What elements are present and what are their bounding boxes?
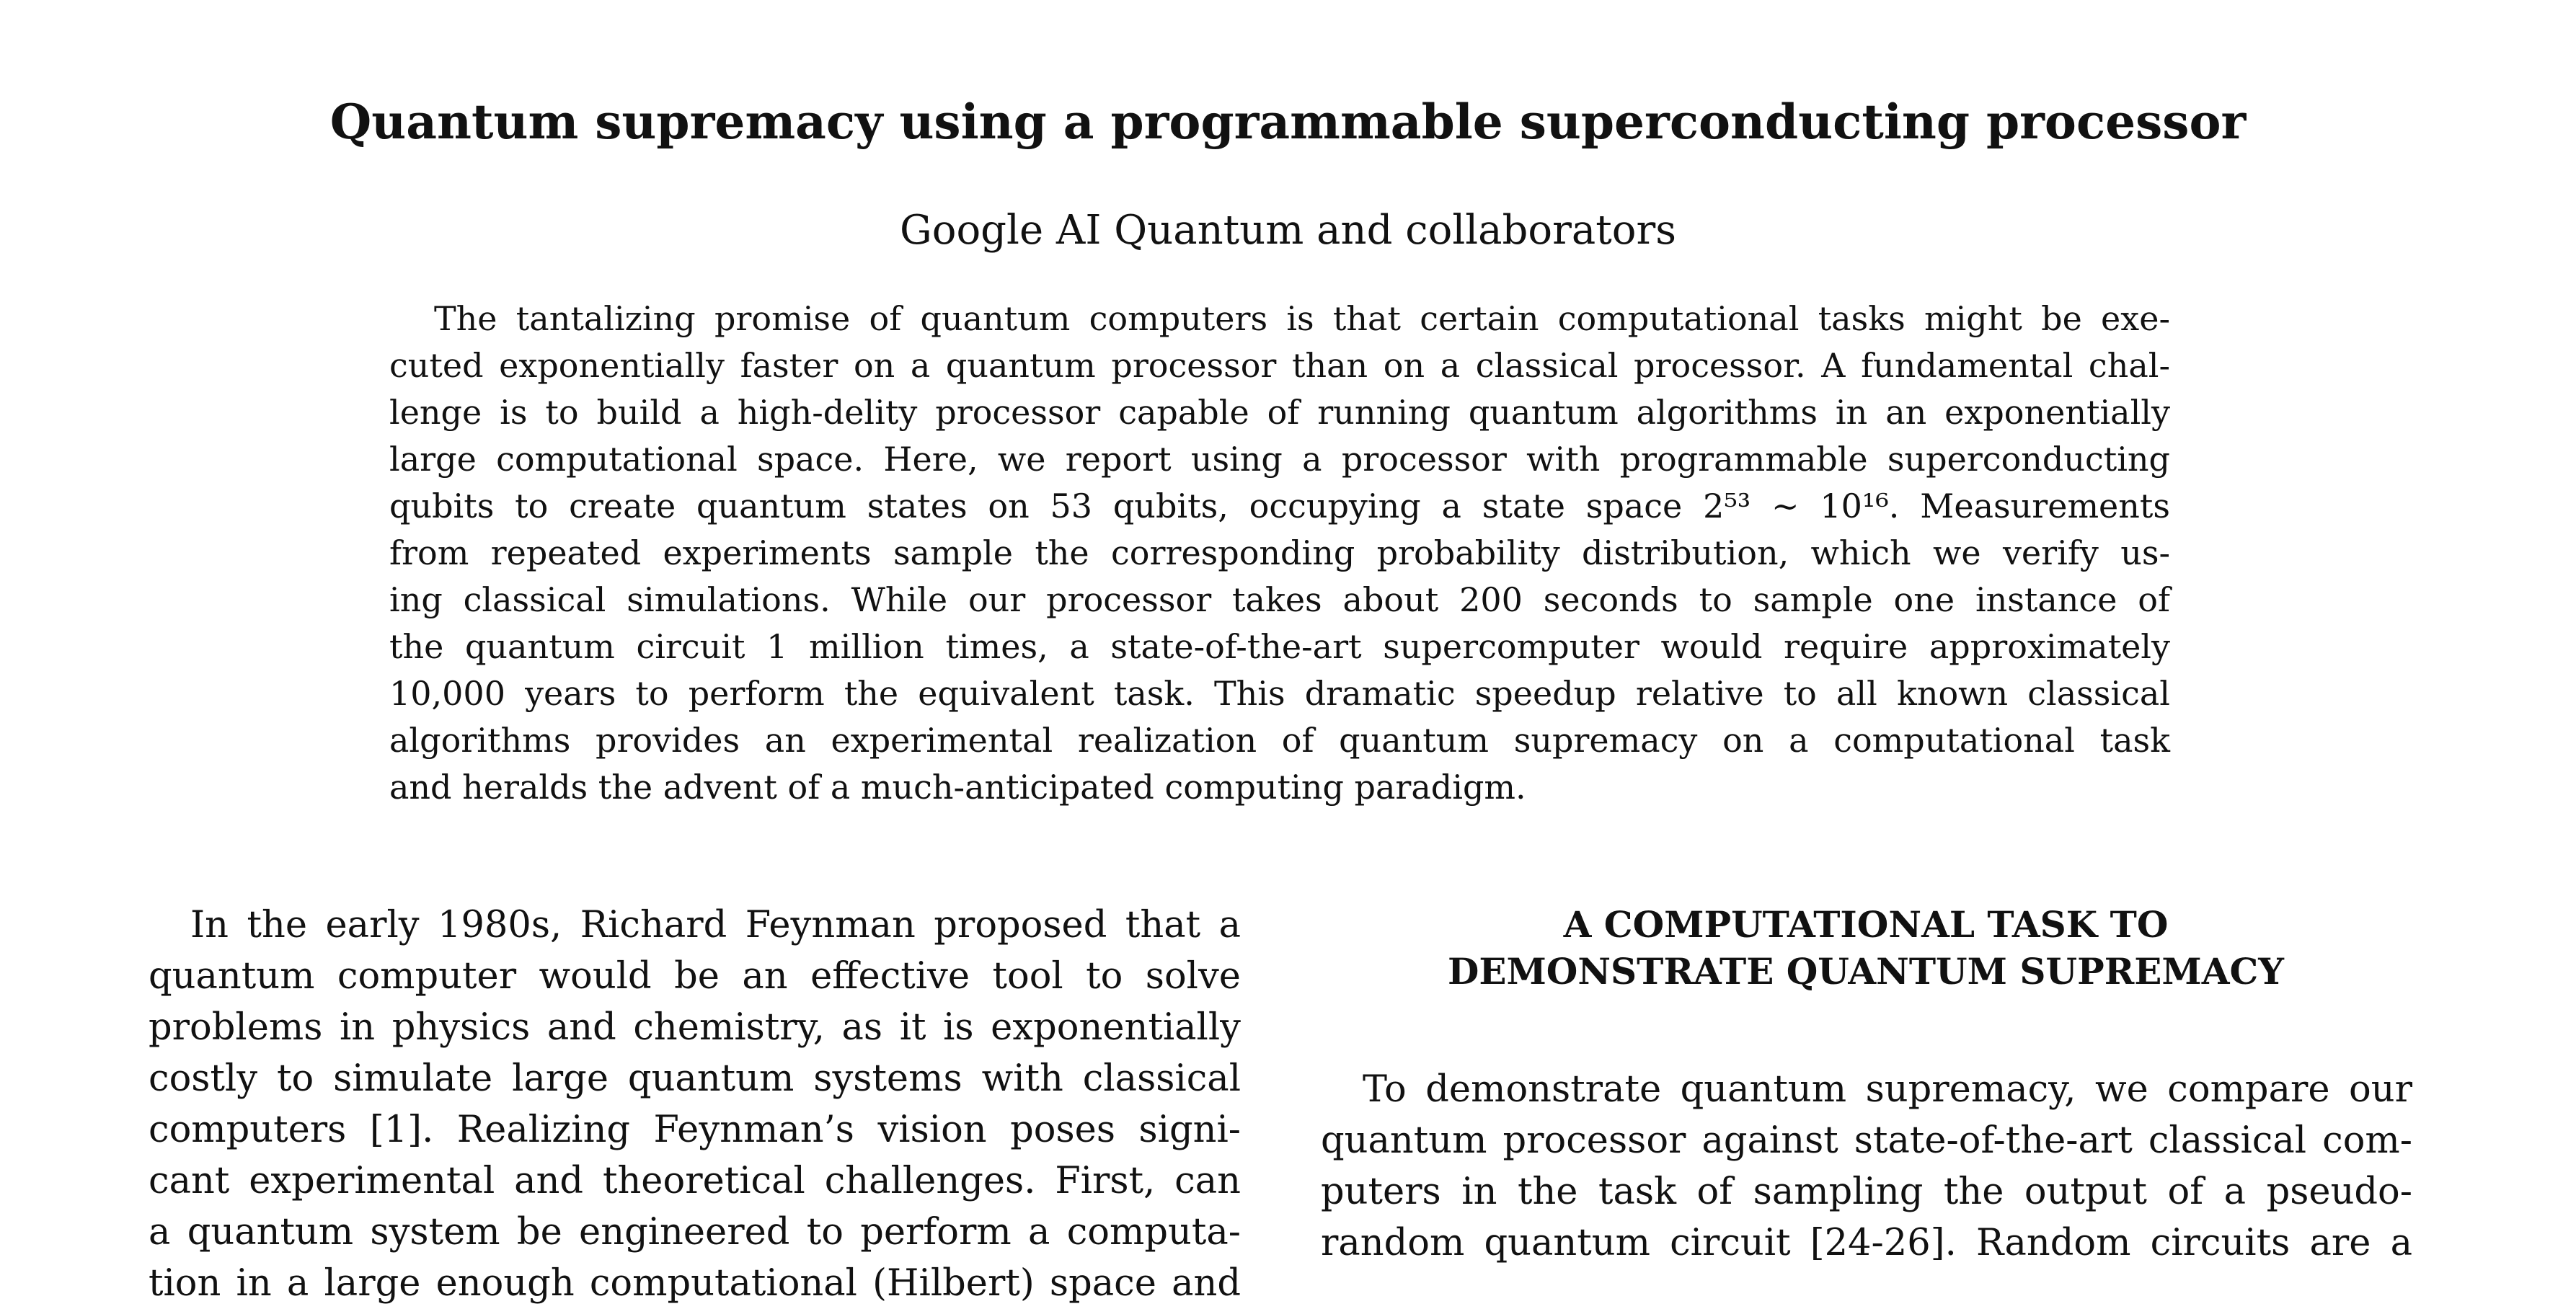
abstract-line: from repeated experiments sample the corresponding probability distribution, which we verify us- bbox=[389, 533, 2170, 572]
abstract-line: ing classical simulations. While our processor takes about 200 seconds to sample one instance of bbox=[389, 580, 2170, 619]
body-line: a quantum system be engineered to perform a computa- bbox=[149, 1211, 1241, 1253]
body-line: quantum processor against state-of-the-art classical com- bbox=[1321, 1119, 2412, 1162]
abstract bbox=[389, 296, 2170, 811]
abstract-line: large computational space. Here, we report using a processor with programmable superconducting bbox=[389, 440, 2170, 479]
body-line: problems in physics and chemistry, as it is exponentially bbox=[149, 1006, 1241, 1049]
body-line: computers [1]. Realizing Feynman’s vision poses signi- bbox=[149, 1109, 1241, 1151]
abstract-line: and heralds the advent of a much-anticipated computing paradigm. bbox=[389, 768, 1526, 807]
section-heading-line: DEMONSTRATE QUANTUM SUPREMACY bbox=[1447, 950, 2284, 993]
paper-title: Quantum supremacy using a programmable superconducting processor bbox=[329, 94, 2247, 150]
abstract-line: qubits to create quantum states on 53 qubits, occupying a state space 2⁵³ ∼ 10¹⁶. Measurements bbox=[389, 487, 2170, 525]
body-line: random quantum circuit [24-26]. Random circuits are a bbox=[1321, 1222, 2412, 1264]
abstract-line: cuted exponentially faster on a quantum processor than on a classical processor. A fundamental chal- bbox=[389, 346, 2170, 385]
left-column-body bbox=[149, 900, 1241, 1305]
abstract-line: 10,000 years to perform the equivalent task. This dramatic speedup relative to all known classical bbox=[389, 674, 2170, 713]
body-line: cant experimental and theoretical challenges. First, can bbox=[149, 1160, 1241, 1202]
abstract-line: lenge is to build a high-delity processor capable of running quantum algorithms in an exponentially bbox=[389, 393, 2170, 432]
body-line: In the early 1980s, Richard Feynman proposed that a bbox=[190, 904, 1241, 946]
section-heading-line: A COMPUTATIONAL TASK TO bbox=[1563, 903, 2169, 946]
body-line: puters in the task of sampling the output of a pseudo- bbox=[1321, 1171, 2412, 1213]
section-heading bbox=[1318, 901, 2414, 995]
body-line: tion in a large enough computational (Hilbert) space and bbox=[149, 1262, 1241, 1305]
body-line: costly to simulate large quantum systems with classical bbox=[149, 1057, 1241, 1100]
body-line: quantum computer would be an effective tool to solve bbox=[149, 955, 1241, 998]
body-line: To demonstrate quantum supremacy, we compare our bbox=[1363, 1068, 2412, 1111]
abstract-line: The tantalizing promise of quantum computers is that certain computational tasks might be exe- bbox=[434, 299, 2170, 338]
right-column-body bbox=[1321, 1064, 2412, 1270]
paper-authors: Google AI Quantum and collaborators bbox=[900, 207, 1676, 254]
abstract-line: the quantum circuit 1 million times, a state-of-the-art supercomputer would require approximately bbox=[389, 627, 2170, 666]
abstract-line: algorithms provides an experimental realization of quantum supremacy on a computational task bbox=[389, 721, 2170, 760]
